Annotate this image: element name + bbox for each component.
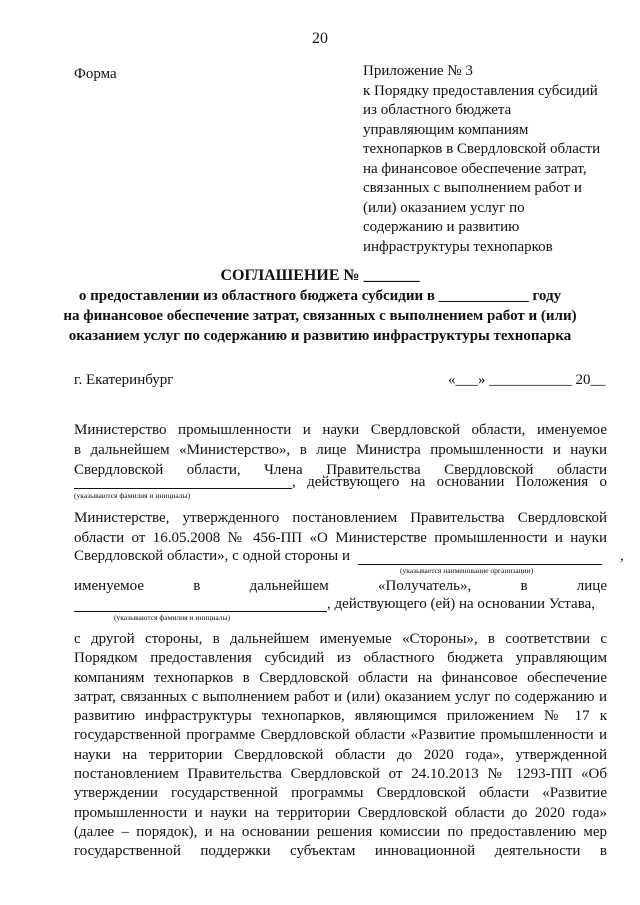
org-blank-line	[358, 564, 602, 565]
text-line: государственной поддержки субъектам инновационной деятельности в	[74, 843, 607, 860]
appendix-line: на финансовое обеспечение затрат,	[363, 160, 587, 177]
appendix-line: управляющим компаниям	[363, 121, 529, 138]
text-line: в дальнейшем «Министерство», в лице Министра промышленности и науки	[74, 442, 607, 458]
text-line: Министерстве, утвержденного постановлением Правительства Свердловской	[74, 510, 607, 526]
appendix-line: инфраструктуры технопарков	[363, 238, 553, 255]
appendix-line: связанных с выполнением работ и	[363, 180, 582, 196]
appendix-block	[363, 62, 600, 257]
text-line: затрат, связанных с выполнением работ и (или) оказанием услуг по содержанию и	[74, 688, 607, 705]
text-line: Свердловской области», с одной стороны и	[74, 548, 350, 564]
text-line: с другой стороны, в дальнейшем именуемые «Стороны», в соответствии с	[74, 631, 607, 647]
appendix-line: Приложение № 3	[363, 63, 473, 79]
text-line: Министерство промышленности и науки Свердловской области, именуемое	[74, 422, 607, 438]
text-line: Порядком предоставления субсидий из областного бюджета управляющим	[74, 650, 607, 667]
caption-org: (указывается наименование организации)	[400, 566, 534, 575]
title-line: оказанием услуг по содержанию и развитию инфраструктуры технопарка	[68, 328, 572, 344]
text-line: , действующего на основании Положения о	[292, 474, 607, 490]
main-paragraph	[74, 630, 607, 862]
title-line: о предоставлении из областного бюджета субсидии в ____________ году	[78, 288, 562, 304]
text-line: , действующего (ей) на основании Устава,	[327, 596, 596, 612]
recipient-line: именуемое в дальнейшем «Получатель», в лице	[74, 578, 607, 594]
text-line: Свердловской области, Члена Правительства Свердловской области	[74, 462, 607, 478]
text-line: компаниям технопарков в Свердловской области на финансовое обеспечение	[74, 669, 607, 686]
text-line: государственной программе Свердловской области «Развитие промышленности и	[74, 727, 607, 744]
text-line: (далее – порядок), и на основании решения комиссии по предоставлению мер	[74, 823, 607, 840]
agreement-title	[0, 266, 640, 346]
date-template: «___» ___________ 20__	[448, 372, 606, 388]
title-line: СОГЛАШЕНИЕ № _______	[220, 267, 420, 284]
appendix-line: из областного бюджета	[363, 102, 512, 118]
text-line: промышленности и науки на территории Свердловской области до 2020 года»	[74, 804, 607, 821]
city: г. Екатеринбург	[74, 372, 174, 388]
appendix-line: технопарков в Свердловской области	[363, 141, 601, 157]
ministry-paragraph	[74, 508, 607, 548]
text-line: науки на территории Свердловской области до 2020 года», утвержденной	[74, 746, 607, 763]
caption-fio: (указываются фамилия и инициалы)	[74, 491, 191, 500]
form-label: Форма	[74, 66, 117, 82]
text-line: постановлением Правительства Свердловской от 24.10.2013 № 1293-ПП «Об	[74, 766, 607, 783]
fio-blank-line	[74, 611, 327, 612]
intro-paragraph	[74, 420, 607, 480]
title-line: на финансовое обеспечение затрат, связанных с выполнением работ и (или)	[63, 308, 577, 324]
page-number: 20	[312, 30, 328, 47]
text-line: утверждении государственной программы Свердловской области «Развитие	[74, 785, 607, 802]
appendix-line: содержанию и развитию	[363, 219, 520, 235]
fio-blank-line	[74, 488, 292, 489]
text-line: области от 16.05.2008 № 456-ПП «О Министерстве промышленности и науки	[74, 530, 607, 546]
appendix-line: (или) оказанием услуг по	[363, 199, 525, 216]
appendix-line: к Порядку предоставления субсидий	[363, 82, 598, 99]
text-line: развитию инфраструктуры технопарков, являющимся приложением № 17 к	[74, 708, 607, 725]
caption-fio: (указываются фамилия и инициалы)	[114, 613, 231, 622]
